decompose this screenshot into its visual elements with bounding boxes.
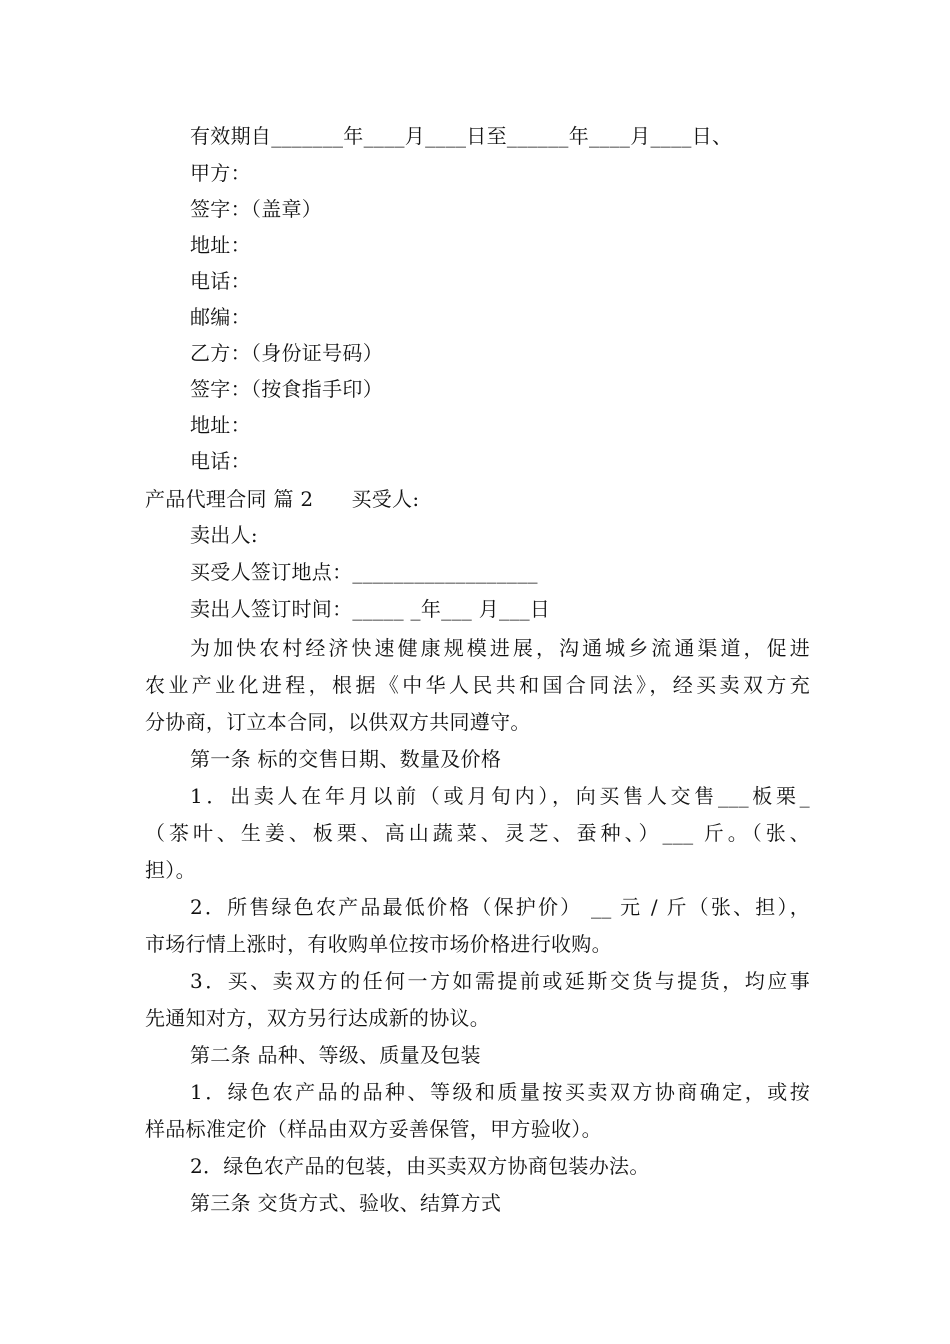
- article-2-item-2: 2．绿色农产品的包装，由买卖双方协商包装办法。: [190, 1154, 650, 1178]
- party-b-phone-line: 电话：: [190, 449, 251, 473]
- seller-label: 卖出人:: [190, 523, 258, 547]
- party-b-address-line: 地址：: [190, 413, 251, 437]
- article-2-item-1-line-1: 1．绿色农产品的品种、等级和质量按买卖双方协商确定，或按: [190, 1080, 810, 1104]
- article-1-item-2-line-1: 2．所售绿色农产品最低价格（保护价） __ 元 / 斤（张、担），: [190, 895, 810, 919]
- party-a-label: 甲方：: [190, 161, 251, 185]
- party-b-signature-line: 签字：（按食指手印）: [190, 377, 383, 401]
- party-a-signature-line: 签字：（盖章）: [190, 197, 323, 221]
- party-a-phone-line: 电话：: [190, 269, 251, 293]
- article-1-item-1-line-2: （茶叶、生姜、板栗、高山蔬菜、灵芝、蚕种、）___ 斤。（张、: [145, 821, 810, 845]
- buyer-sign-place-line: 买受人签订地点：__________________: [190, 560, 538, 584]
- article-1-item-1-line-3: 担）。: [145, 858, 196, 882]
- article-1-item-1-line-1: 1．出卖人在年月以前（或月旬内），向买售人交售___板栗_: [190, 784, 810, 808]
- buyer-label: 买受人:: [351, 487, 420, 511]
- validity-period-line: 有效期自_______年____月____日至______年____月____日、: [190, 124, 733, 148]
- seller-sign-time-line: 卖出人签订时间：_____ _年___ 月___日: [190, 597, 551, 621]
- party-a-address-line: 地址：: [190, 233, 251, 257]
- article-1-item-3-line-1: 3．买、卖双方的任何一方如需提前或延斯交货与提货，均应事: [190, 969, 810, 993]
- article-1-item-3-line-2: 先通知对方，双方另行达成新的协议。: [145, 1006, 491, 1030]
- article-1-item-2-line-2: 市场行情上涨时，有收购单位按市场价格进行收购。: [145, 932, 612, 956]
- preamble-line-1: 为加快农村经济快速健康规模进展，沟通城乡流通渠道，促进: [190, 636, 810, 660]
- article-2-heading: 第二条 品种、等级、质量及包装: [190, 1043, 481, 1067]
- article-1-heading: 第一条 标的交售日期、数量及价格: [190, 747, 502, 771]
- preamble-line-2: 农业产业化进程，根据《中华人民共和国合同法》，经买卖双方充: [145, 673, 810, 697]
- contract-heading: 产品代理合同 篇 2: [145, 487, 314, 511]
- preamble-line-3: 分协商，订立本合同，以供双方共同遵守。: [145, 710, 531, 734]
- article-2-item-1-line-2: 样品标准定价（样品由双方妥善保管，甲方验收）。: [145, 1117, 602, 1141]
- party-a-postcode-line: 邮编：: [190, 305, 251, 329]
- party-b-label: 乙方：（身份证号码）: [190, 341, 383, 365]
- article-3-heading: 第三条 交货方式、验收、结算方式: [190, 1191, 502, 1215]
- contract-heading-row: [145, 481, 810, 517]
